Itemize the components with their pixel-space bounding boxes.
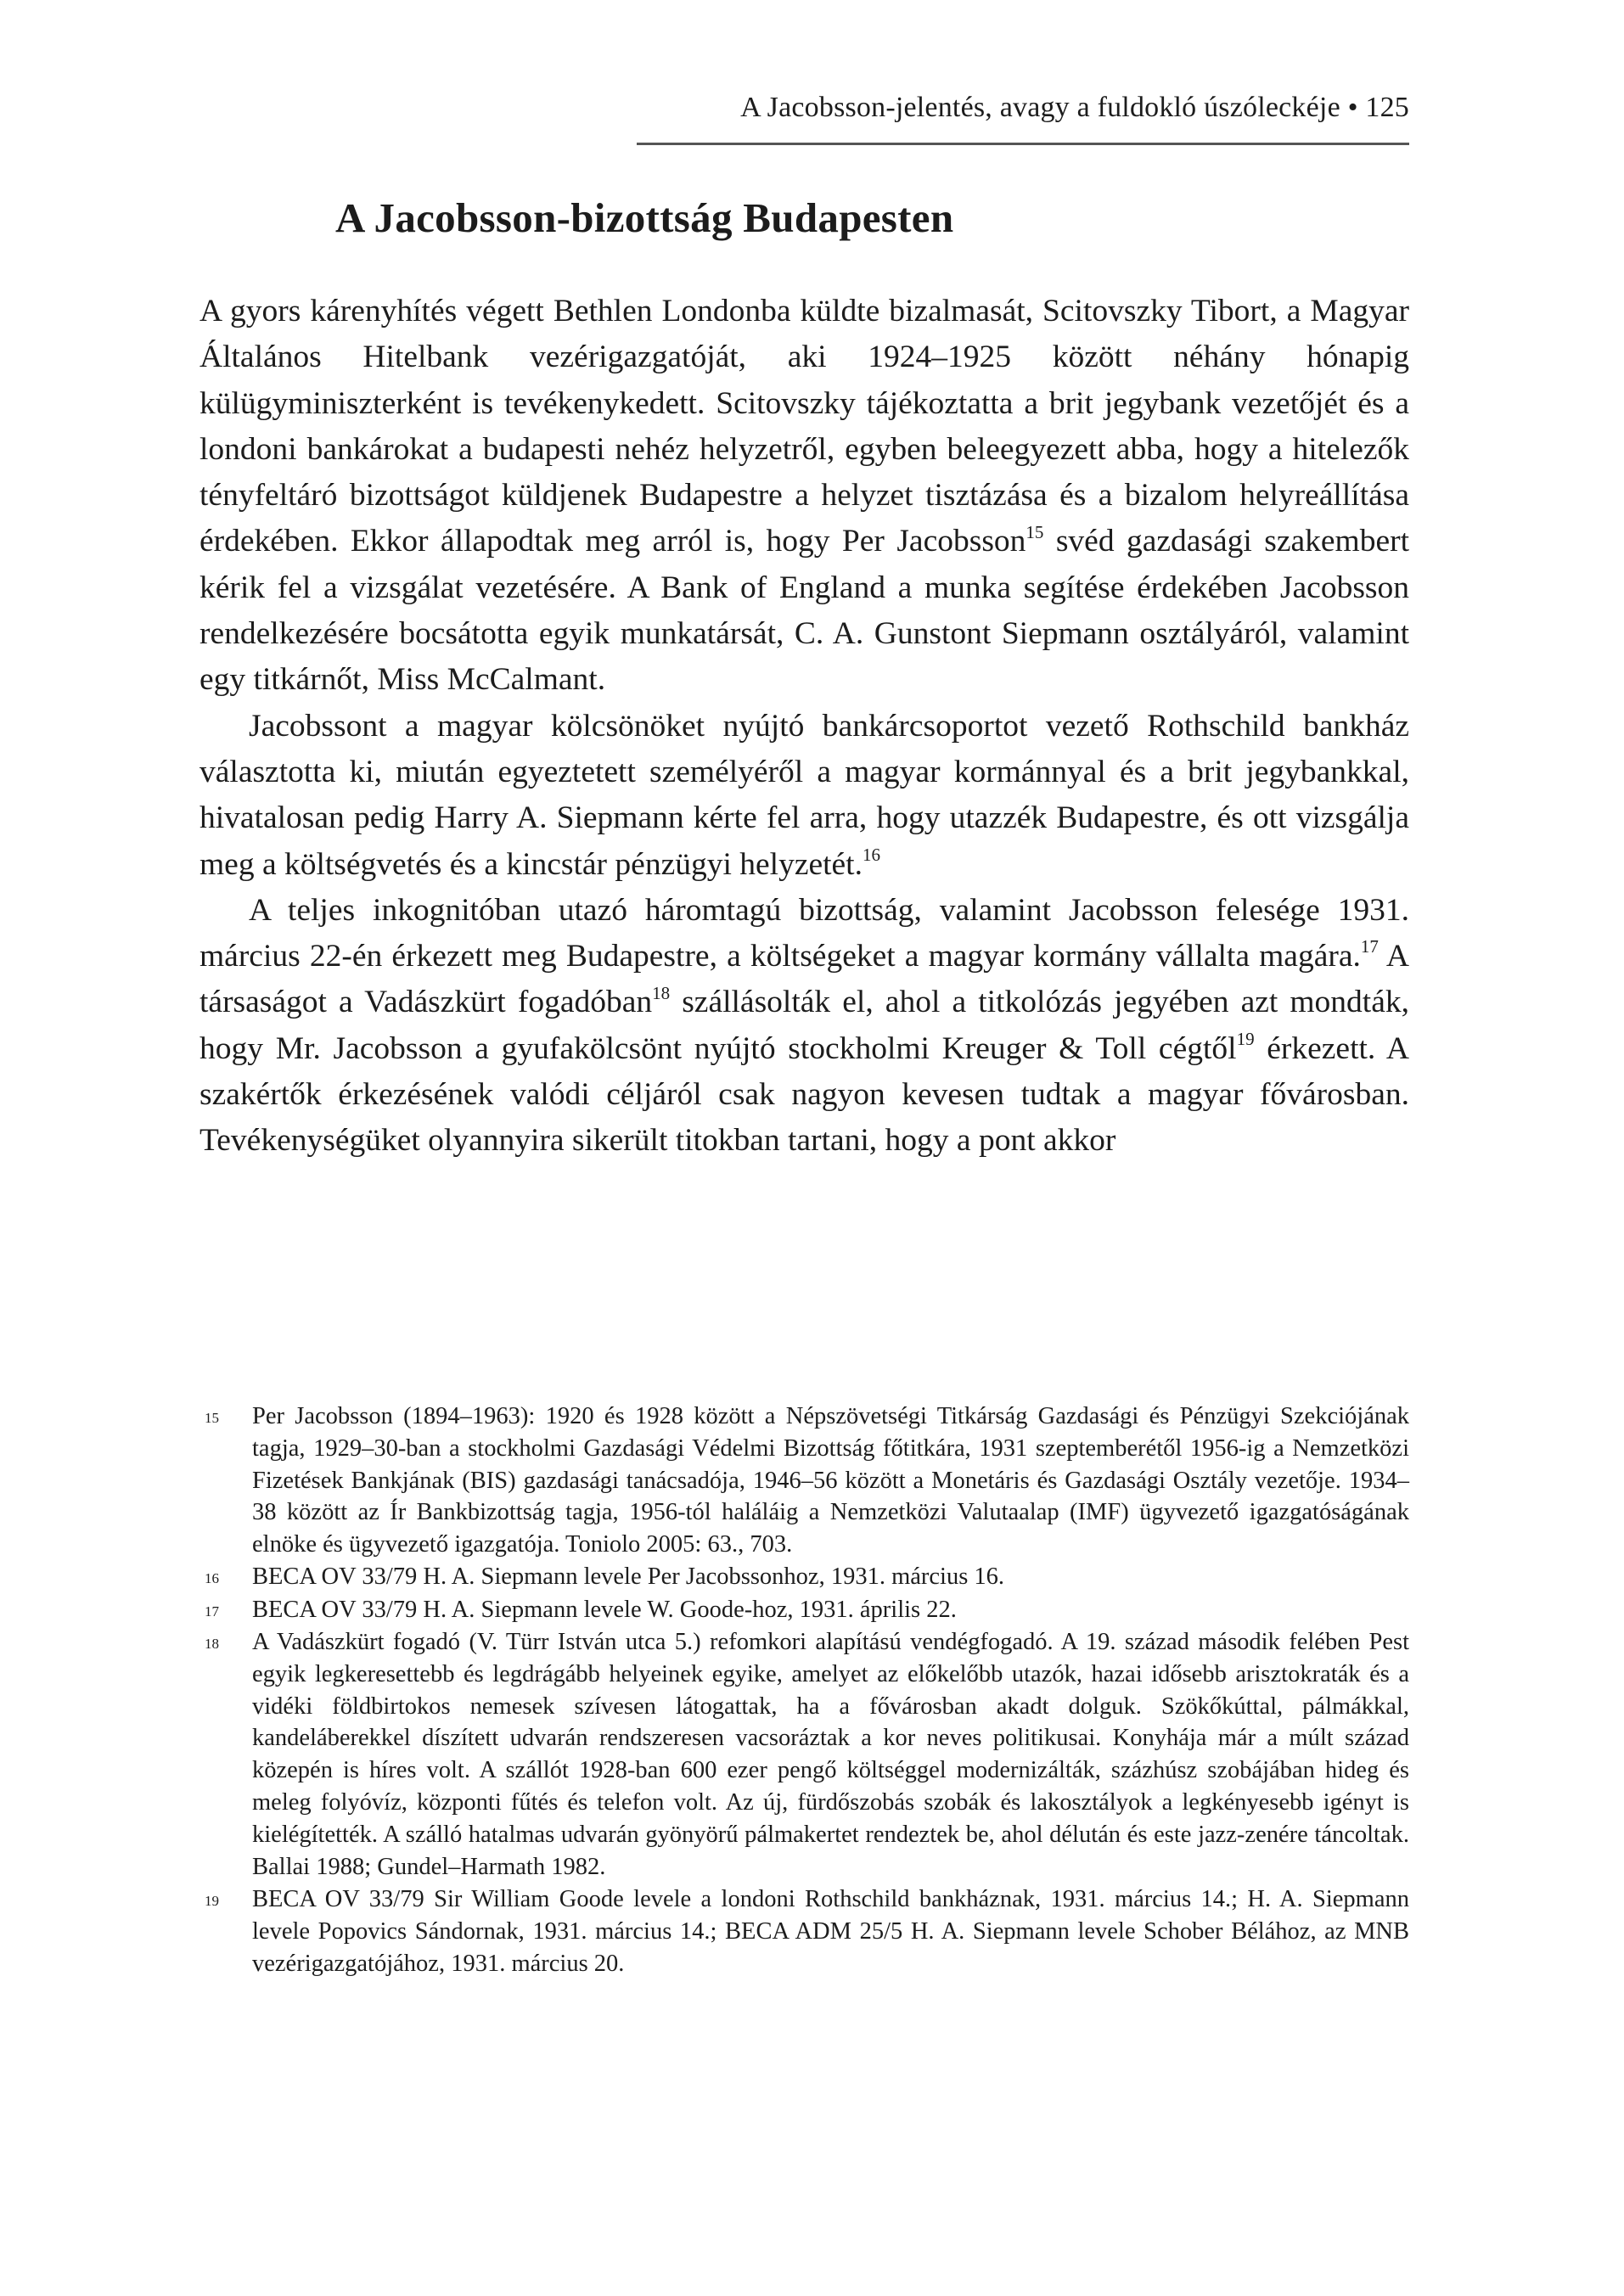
- footnote-number: 15: [205, 1410, 219, 1426]
- page-number: 125: [1365, 92, 1409, 123]
- paragraph: [199, 704, 1409, 888]
- footnote-number: 18: [205, 1636, 219, 1653]
- paragraph: [199, 289, 1409, 704]
- footnote-text: BECA OV 33/79 H. A. Siepmann levele Per Jacobssonhoz, 1931. március 16.: [252, 1563, 1005, 1591]
- bullet-separator: •: [1347, 92, 1358, 123]
- paragraph-text: érkezett. A szakértők érkezésének valódi céljáról csak nagyon kevesen tudtak a magyar fővárosban. Tevékenységüket olyannyira sikerült titokban tartani, hogy a pont akkor: [199, 1030, 1409, 1159]
- footnote-number: 19: [205, 1892, 219, 1909]
- footnote-18: [199, 1626, 1409, 1883]
- body-text: [199, 289, 1409, 1165]
- footnote-ref[interactable]: 19: [1236, 1029, 1255, 1049]
- footnote-ref[interactable]: 16: [862, 844, 880, 865]
- paragraph-text: A teljes inkognitóban utazó háromtagú bizottság, valamint Jacobsson felesége 1931. március 22-én érkezett meg Budapestre, a költségeket a magyar kormány vállalta magára.: [199, 892, 1409, 974]
- footnote-17: [199, 1594, 1409, 1626]
- running-head: [637, 92, 1409, 124]
- paragraph-text: A társaságot a Vadászkürt fogadóban: [199, 939, 1409, 1020]
- paragraph-text: svéd gazdasági szakembert kérik fel a vizsgálat vezetésére. A Bank of England a munka segítése érdekében Jacobsson rendelkezésére bocsátotta egyik munkatársát, C. A. Gunstont Siepmann osztályáról, valamint egy titkárnőt, Miss McCalmant.: [199, 524, 1409, 698]
- footnote-15: [199, 1401, 1409, 1561]
- section-title: A Jacobsson-bizottság Budapesten: [335, 194, 954, 241]
- header-rule: [637, 143, 1409, 145]
- footnote-16: [199, 1561, 1409, 1593]
- running-head-title: A Jacobsson-jelentés, avagy a fuldokló úszóleckéje: [740, 92, 1340, 123]
- footnote-text: BECA OV 33/79 Sir William Goode levele a londoni Rothschild bankháznak, 1931. március 14.; H. A. Siepmann levele Popovics Sándornak, 1931. március 14.; BECA ADM 25/5 H. A. Siepmann levele Schober Bélához, az MNB vezérigazgatójához, 1931. március 20.: [252, 1885, 1409, 1977]
- footnote-number: 16: [205, 1570, 219, 1587]
- footnote-ref[interactable]: 17: [1360, 936, 1379, 957]
- footnotes: [199, 1401, 1409, 1980]
- footnote-number: 17: [205, 1603, 219, 1620]
- footnote-text: Per Jacobsson (1894–1963): 1920 és 1928 között a Népszövetségi Titkárság Gazdasági és Pénzügyi Szekciójának tagja, 1929–30-ban a stockholmi Gazdasági Védelmi Bizottság főtitkára, 1931 szeptemberétől 1956-ig a Nemzetközi Fizetések Bankjának (BIS) gazdasági tanácsadója, 1946–56 között a Monetáris és Gazdasági Osztály vezetője. 1934–38 között az Ír Bankbizottság tagja, 1956-tól haláláig a Nemzetközi Valutaalap (IMF) ügyvezető igazgatóságának elnöke és ügyvezető igazgatója. Toniolo 2005: 63., 703.: [252, 1403, 1409, 1558]
- footnote-text: A Vadászkürt fogadó (V. Türr István utca 5.) refomkori alapítású vendégfogadó. A 19. század második felében Pest egyik legkeresettebb és legdrágább helyeinek egyike, amelyet az előkelőbb utazók, hazai idősebb arisztokraták és a vidéki földbirtokos nemesek szívesen látogattak, ha a fővárosban akadt dolguk. Szökőkúttal, pálmákkal, kandeláberekkel díszített udvarán rendszeresen vacsoráztak a kor neves politikusai. Konyhája már a múlt század közepén is híres volt. A szállót 1928-ban 600 ezer pengő költséggel modernizálták, százhúsz szobájában hideg és meleg folyóvíz, központi fűtés és telefon volt. Az új, fürdőszobás szobák és lakosztályok a legkényesebb igényt is kielégítették. A szálló hatalmas udvarán gyönyörű pálmakertet rendeztek be, ahol délután és este jazz-zenére táncoltak. Ballai 1988; Gundel–Harmath 1982.: [252, 1629, 1409, 1880]
- paragraph: [199, 888, 1409, 1165]
- paragraph-text: A gyors kárenyhítés végett Bethlen Londonba küldte bizalmasát, Scitovszky Tibort, a Magyar Általános Hitelbank vezérigazgatóját, aki 1924–1925 között néhány hónapig külügyminiszterként is tevékenykedett. Scitovszky tájékoztatta a brit jegybank vezetőjét és a londoni bankárokat a budapesti nehéz helyzetről, egyben beleegyezett abba, hogy a hitelezők tényfeltáró bizottságot küldjenek Budapestre a helyzet tisztázása és a bizalom helyreállítása érdekében. Ekkor állapodtak meg arról is, hogy Per Jacobsson: [199, 294, 1409, 559]
- footnote-ref[interactable]: 18: [652, 982, 671, 1003]
- paragraph-text: szállásolták el, ahol a titkolózás jegyében azt mondták, hogy Mr. Jacobsson a gyufakölcsönt nyújtó stockholmi Kreuger & Toll cégtől: [199, 985, 1409, 1066]
- footnote-19: [199, 1883, 1409, 1979]
- paragraph-text: Jacobssont a magyar kölcsönöket nyújtó bankárcsoportot vezető Rothschild bankház választotta ki, miután egyeztetett személyéről a magyar kormánnyal és a brit jegybankkal, hivatalosan pedig Harry A. Siepmann kérte fel arra, hogy utazzék Budapestre, és ott vizsgálja meg a költségvetés és a kincstár pénzügyi helyzetét.: [199, 708, 1409, 882]
- footnote-ref[interactable]: 15: [1026, 521, 1044, 542]
- footnote-text: BECA OV 33/79 H. A. Siepmann levele W. Goode-hoz, 1931. április 22.: [252, 1596, 957, 1623]
